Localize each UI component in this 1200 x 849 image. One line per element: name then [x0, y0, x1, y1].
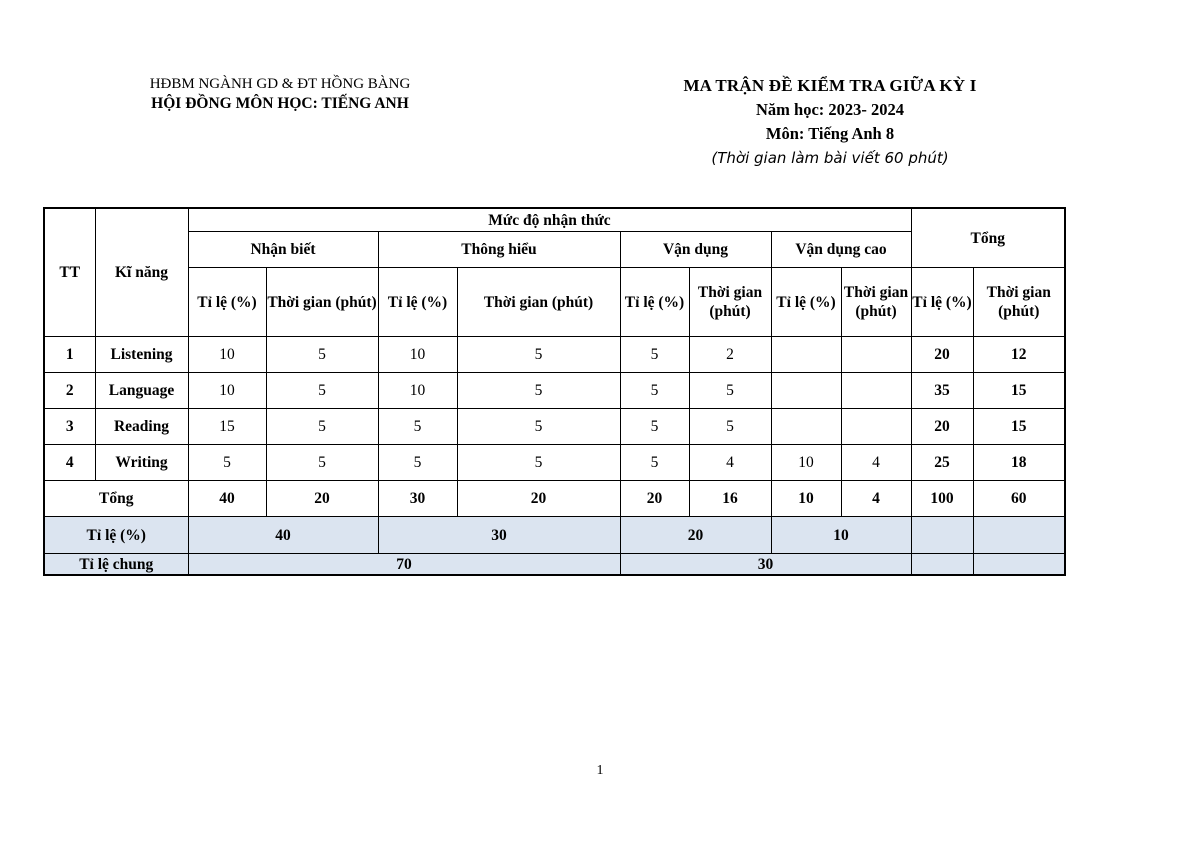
sub-header-time: Thời gian (phút): [457, 268, 620, 337]
sub-header-time: Thời gian (phút): [973, 268, 1065, 337]
sum-cell: 10: [771, 481, 841, 517]
percent-row: [44, 517, 1065, 554]
row-tt: 1: [44, 337, 95, 373]
sub-header-rate: Tỉ lệ (%): [378, 268, 457, 337]
sum-cell: 4: [841, 481, 911, 517]
cell: 10: [378, 337, 457, 373]
cell: 4: [689, 445, 771, 481]
cell: 10: [771, 445, 841, 481]
time-note: (Thời gian làm bài viết 60 phút): [711, 149, 949, 167]
table-row: [44, 409, 1065, 445]
table-row: [44, 337, 1065, 373]
empty-cell: [911, 554, 973, 576]
general-row: [44, 554, 1065, 576]
document-title: MA TRẬN ĐỀ KIỂM TRA GIỮA KỲ I: [683, 76, 977, 95]
sum-total-rate: 100: [911, 481, 973, 517]
cell: 5: [188, 445, 266, 481]
cell: 2: [689, 337, 771, 373]
sum-cell: 40: [188, 481, 266, 517]
row-skill: Writing: [95, 445, 188, 481]
row-total-rate: 20: [911, 337, 973, 373]
sum-total-time: 60: [973, 481, 1065, 517]
table-row: [44, 445, 1065, 481]
table-row: [44, 373, 1065, 409]
cognitive-level-header: Mức độ nhận thức: [188, 208, 911, 232]
cell: [841, 337, 911, 373]
cell: 5: [620, 409, 689, 445]
cell: 5: [620, 337, 689, 373]
row-tt: 4: [44, 445, 95, 481]
org-line-2: HỘI ĐỒNG MÔN HỌC: TIẾNG ANH: [151, 95, 409, 112]
cell: 5: [457, 373, 620, 409]
col-tt-header: TT: [44, 208, 95, 337]
sub-header-time: Thời gian (phút): [841, 268, 911, 337]
org-line-1: HĐBM NGÀNH GD & ĐT HỒNG BÀNG: [149, 76, 411, 92]
sum-cell: 16: [689, 481, 771, 517]
cell: 10: [378, 373, 457, 409]
row-total-time: 15: [973, 409, 1065, 445]
header-right: [630, 74, 1030, 170]
col-total-header: Tổng: [911, 208, 1065, 268]
cell: 4: [841, 445, 911, 481]
subject: Môn: Tiếng Anh 8: [765, 124, 895, 143]
percent-label: Tỉ lệ (%): [44, 517, 188, 554]
matrix-table: [43, 207, 1066, 576]
row-tt: 2: [44, 373, 95, 409]
row-skill: Listening: [95, 337, 188, 373]
cell: 5: [266, 373, 378, 409]
cell: 5: [266, 409, 378, 445]
col-skill-header: Kĩ năng: [95, 208, 188, 337]
sub-header-rate: Tỉ lệ (%): [911, 268, 973, 337]
sum-cell: 20: [457, 481, 620, 517]
cell: [771, 409, 841, 445]
sub-header-rate: Tỉ lệ (%): [620, 268, 689, 337]
cell: 5: [378, 445, 457, 481]
sum-cell: 20: [266, 481, 378, 517]
percent-value: 10: [771, 517, 911, 554]
cell: 5: [266, 337, 378, 373]
page-number: 1: [596, 763, 604, 778]
row-total-time: 15: [973, 373, 1065, 409]
level-header: Vận dụng cao: [771, 232, 911, 268]
sum-row: [44, 481, 1065, 517]
sub-header-time: Thời gian (phút): [266, 268, 378, 337]
cell: 5: [620, 373, 689, 409]
empty-cell: [973, 517, 1065, 554]
row-skill: Language: [95, 373, 188, 409]
percent-value: 40: [188, 517, 378, 554]
row-total-rate: 35: [911, 373, 973, 409]
cell: [841, 373, 911, 409]
sum-cell: 20: [620, 481, 689, 517]
row-total-rate: 25: [911, 445, 973, 481]
level-header: Nhận biết: [188, 232, 378, 268]
level-header: Thông hiểu: [378, 232, 620, 268]
school-year: Năm học: 2023- 2024: [755, 100, 905, 119]
cell: [841, 409, 911, 445]
row-skill: Reading: [95, 409, 188, 445]
row-total-time: 12: [973, 337, 1065, 373]
cell: 5: [689, 409, 771, 445]
sub-header-rate: Tỉ lệ (%): [771, 268, 841, 337]
sub-header-rate: Tỉ lệ (%): [188, 268, 266, 337]
cell: [771, 373, 841, 409]
percent-value: 30: [378, 517, 620, 554]
percent-value: 20: [620, 517, 771, 554]
cell: 5: [457, 445, 620, 481]
cell: 5: [457, 337, 620, 373]
general-value: 70: [188, 554, 620, 576]
cell: 5: [689, 373, 771, 409]
cell: 5: [378, 409, 457, 445]
level-header: Vận dụng: [620, 232, 771, 268]
cell: 10: [188, 337, 266, 373]
header-left: [100, 74, 460, 114]
sum-cell: 30: [378, 481, 457, 517]
empty-cell: [973, 554, 1065, 576]
cell: 5: [266, 445, 378, 481]
row-total-rate: 20: [911, 409, 973, 445]
cell: 10: [188, 373, 266, 409]
cell: 15: [188, 409, 266, 445]
cell: 5: [620, 445, 689, 481]
row-total-time: 18: [973, 445, 1065, 481]
row-tt: 3: [44, 409, 95, 445]
cell: 5: [457, 409, 620, 445]
sum-label: Tổng: [44, 481, 188, 517]
cell: [771, 337, 841, 373]
empty-cell: [911, 517, 973, 554]
sub-header-time: Thời gian (phút): [689, 268, 771, 337]
general-label: Tỉ lệ chung: [44, 554, 188, 576]
general-value: 30: [620, 554, 911, 576]
